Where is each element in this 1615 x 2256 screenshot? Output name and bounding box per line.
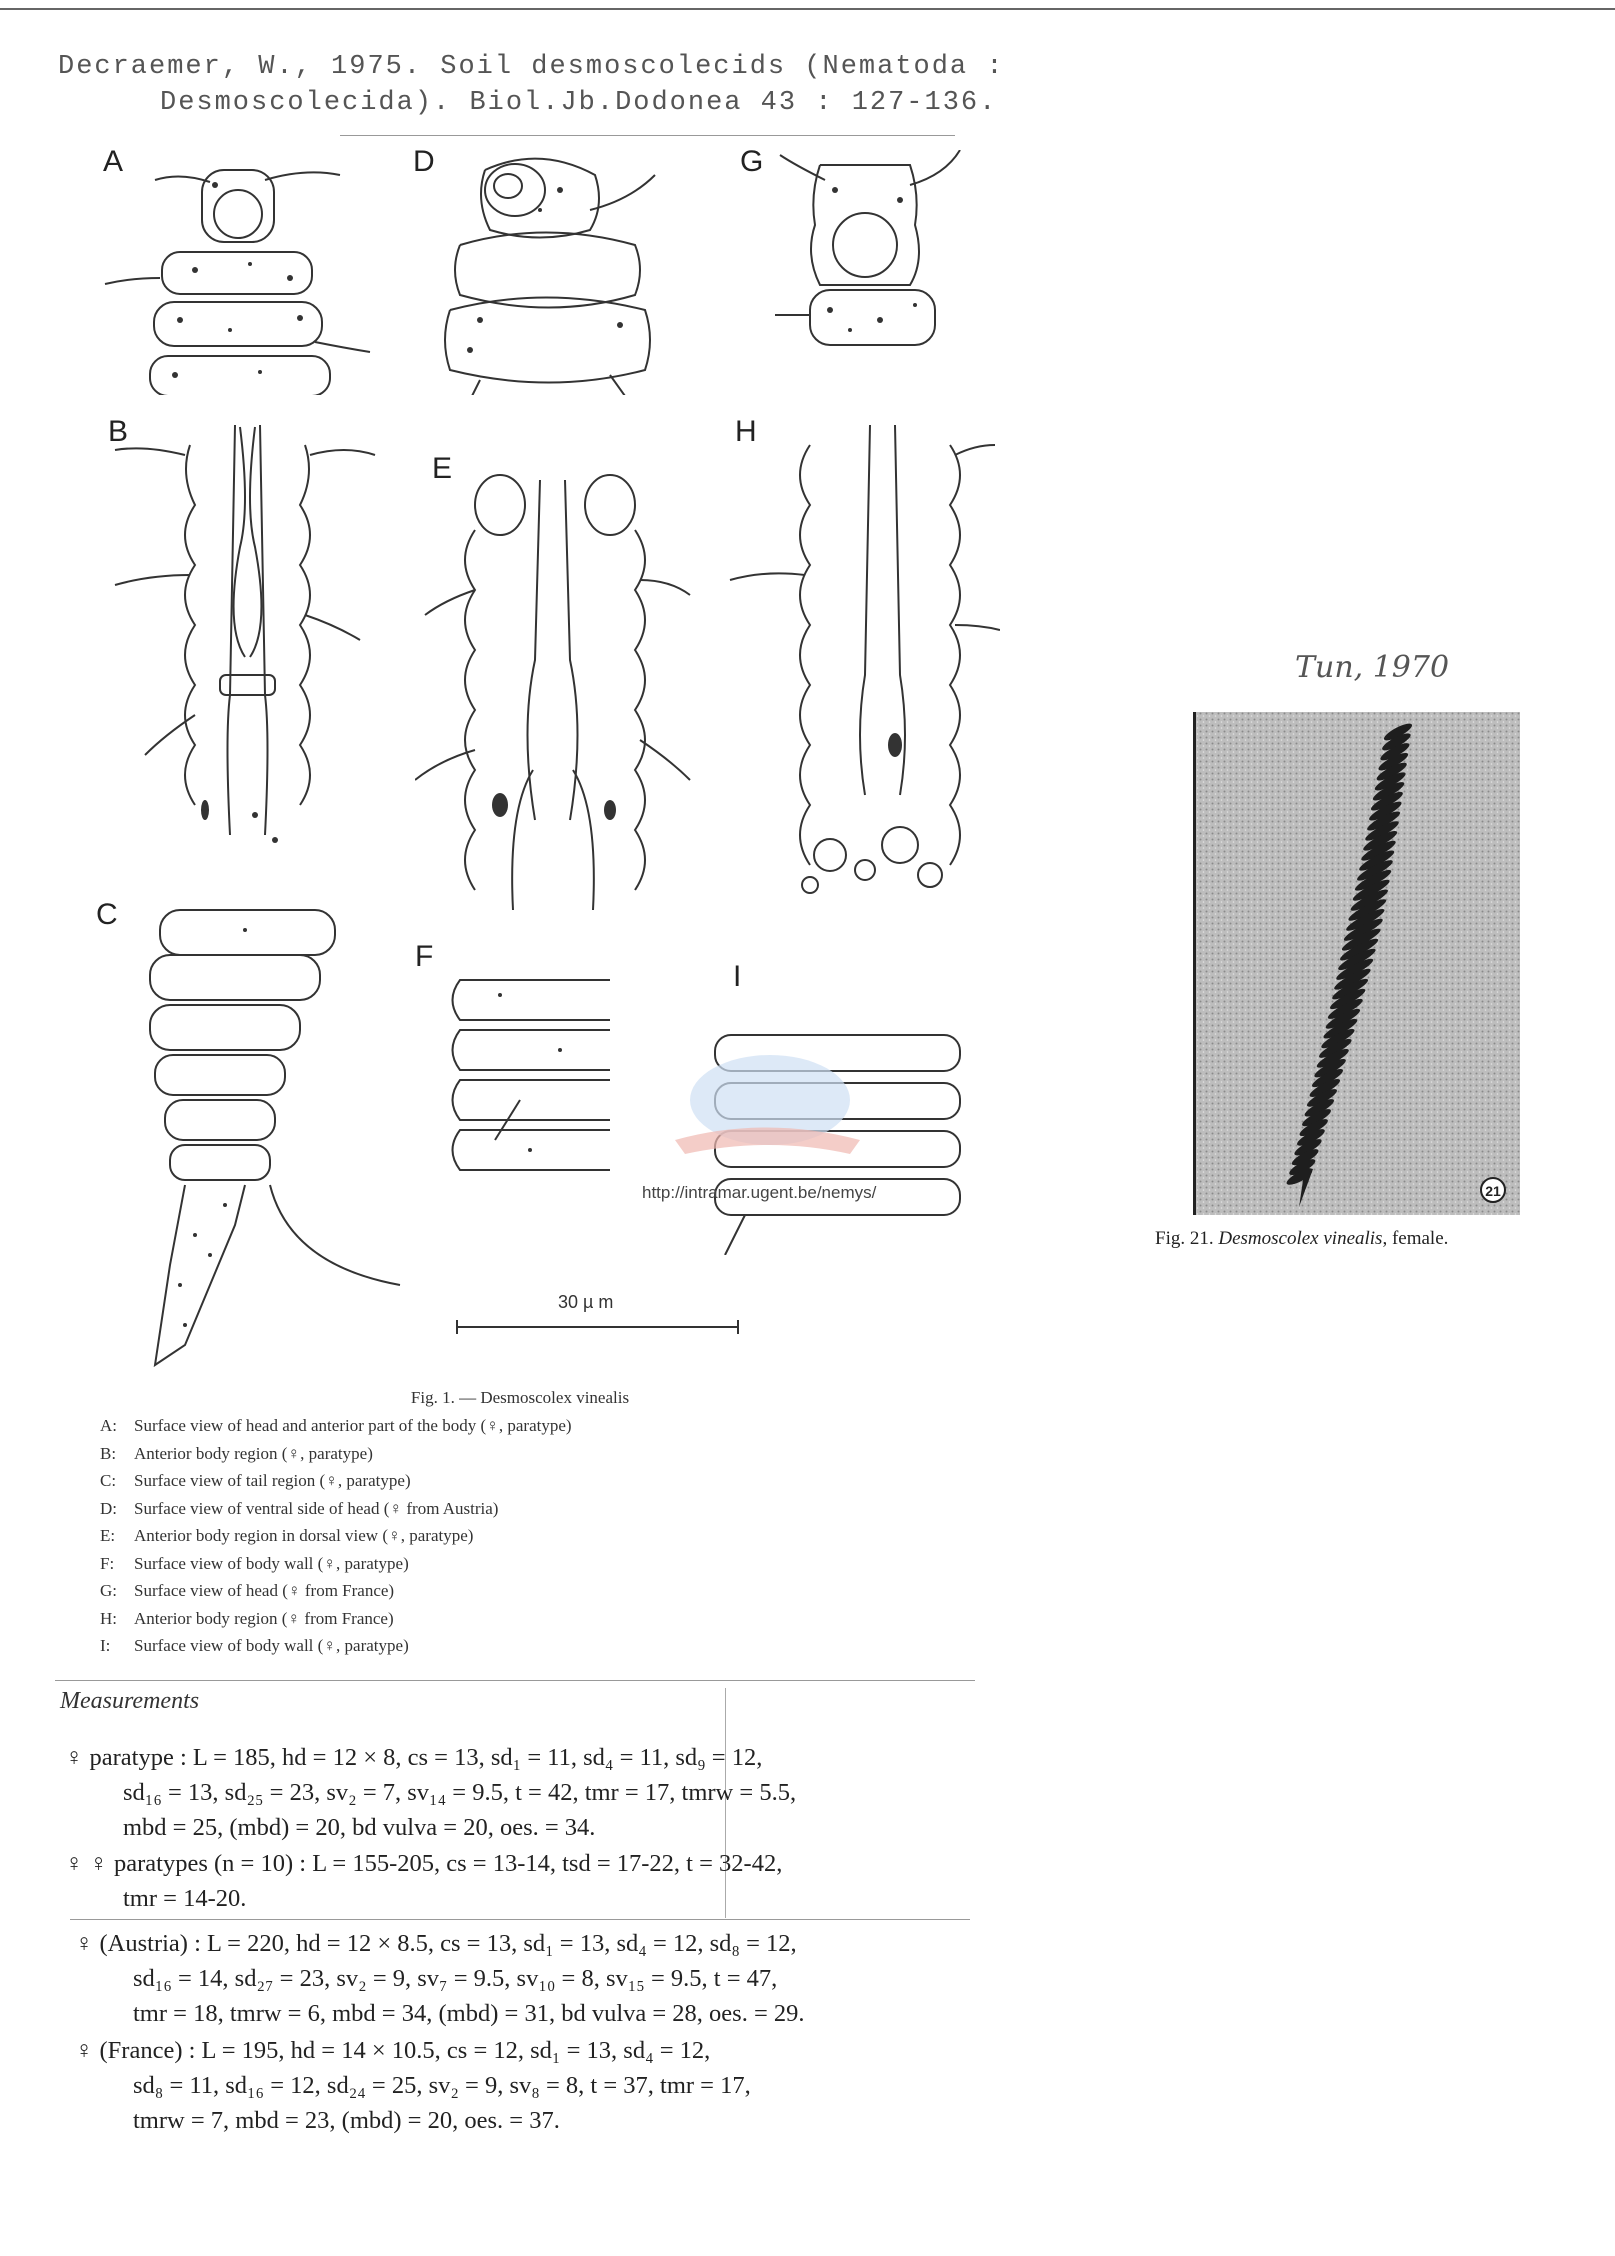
panel-f-drawing xyxy=(440,975,620,1195)
panel-label-b: B xyxy=(108,415,129,448)
measurement-france: ♀ (France) : L = 195, hd = 14 × 10.5, cs = 12, sd₁ = 13, sd₄ = 12, sd₈ = 11, sd₁₆ = 12, sd₂₄ = 25, sv₂ = 9, sv₈ = 8, t = 37, tmr = 17, tmrw = 7, mbd = 23, (mbd) = 20, oes. = 37. xyxy=(75,2037,751,2134)
panel-label-a: A xyxy=(103,145,124,178)
panel-label-e: E xyxy=(432,452,453,485)
watermark-logo xyxy=(665,1045,865,1175)
measurement-austria: ♀ (Austria) : L = 220, hd = 12 × 8.5, cs = 13, sd₁ = 13, sd₄ = 12, sd₈ = 12, sd₁₆ = 14, sd₂₇ = 23, sv₂ = 9, sv₇ = 9.5, sv₁₀ = 8, sv₁₅ = 9.5, t = 47, tmr = 18, tmrw = 6, mbd = 34, (mbd) = 31, bd vulva = 28, oes. = 29. xyxy=(75,1930,805,2027)
caption-item: A: Surface view of head and anterior part of the body (♀, paratype) xyxy=(100,1416,572,1435)
caption-item: H: Anterior body region (♀ from France) xyxy=(100,1608,394,1628)
header-rule xyxy=(340,135,955,136)
measurements-rule xyxy=(70,1919,970,1920)
panel-a-drawing xyxy=(100,160,390,395)
panel-g-drawing xyxy=(760,150,1000,360)
handwritten-note: Tun, 1970 xyxy=(1295,650,1450,685)
page-top-edge xyxy=(0,8,1615,10)
panel-b-drawing xyxy=(95,415,395,855)
panel-label-i: I xyxy=(733,960,742,993)
panel-label-d: D xyxy=(413,145,435,178)
reference-line-1: Decraemer, W., 1975. Soil desmoscolecids (Nematoda : xyxy=(58,52,1005,82)
panel-label-h: H xyxy=(735,415,757,448)
measurement-paratype: ♀ paratype : L = 185, hd = 12 × 8, cs = 13, sd₁ = 11, sd₄ = 11, sd₉ = 12, sd₁₆ = 13, sd₂₅ = 23, sv₂ = 7, sv₁₄ = 9.5, t = 42, tmr = 17, tmrw = 5.5, mbd = 25, (mbd) = 20, bd vulva = 20, oes. = 34. xyxy=(65,1744,797,1841)
caption-item: D: Surface view of ventral side of head (♀ from Austria) xyxy=(100,1498,499,1518)
photo-caption: Fig. 21. Desmoscolex vinealis, female. xyxy=(1155,1228,1449,1249)
reference-line-2: Desmoscolecida). Biol.Jb.Dodonea 43 : 127-136. xyxy=(160,88,998,118)
figure-caption xyxy=(100,1388,980,1660)
panel-h-drawing xyxy=(680,415,1000,905)
caption-item: I: Surface view of body wall (♀, paratype) xyxy=(100,1636,409,1655)
watermark-url[interactable]: http://intramar.ugent.be/nemys/ xyxy=(642,1183,877,1202)
caption-item: B: Anterior body region (♀, paratype) xyxy=(100,1443,373,1463)
photo-figure-21 xyxy=(1193,712,1520,1215)
panel-label-g: G xyxy=(740,145,764,178)
caption-item: G: Surface view of head (♀ from France) xyxy=(100,1581,395,1600)
measurement-paratypes: ♀ ♀ paratypes (n = 10) : L = 155-205, cs = 13-14, tsd = 17-22, t = 32-42, tmr = 14-20. xyxy=(65,1850,783,1912)
caption-item: F: Surface view of body wall (♀, paratype) xyxy=(100,1553,409,1573)
panel-label-c: C xyxy=(96,898,118,931)
photo-badge: 21 xyxy=(1485,1183,1501,1199)
scale-bar-label: 30 µ m xyxy=(558,1292,614,1312)
figure-caption-title: Fig. 1. — Desmoscolex vinealis xyxy=(410,1388,630,1407)
caption-item: E: Anterior body region in dorsal view (♀, paratype) xyxy=(100,1526,474,1545)
panel-c-drawing xyxy=(125,905,425,1375)
caption-rule xyxy=(55,1680,975,1681)
panel-d-drawing xyxy=(420,150,670,395)
measurements-title: Measurements xyxy=(60,1688,200,1714)
panel-e-drawing xyxy=(415,460,705,920)
panel-label-f: F xyxy=(415,940,434,973)
caption-item: C: Surface view of tail region (♀, paratype) xyxy=(100,1471,411,1490)
